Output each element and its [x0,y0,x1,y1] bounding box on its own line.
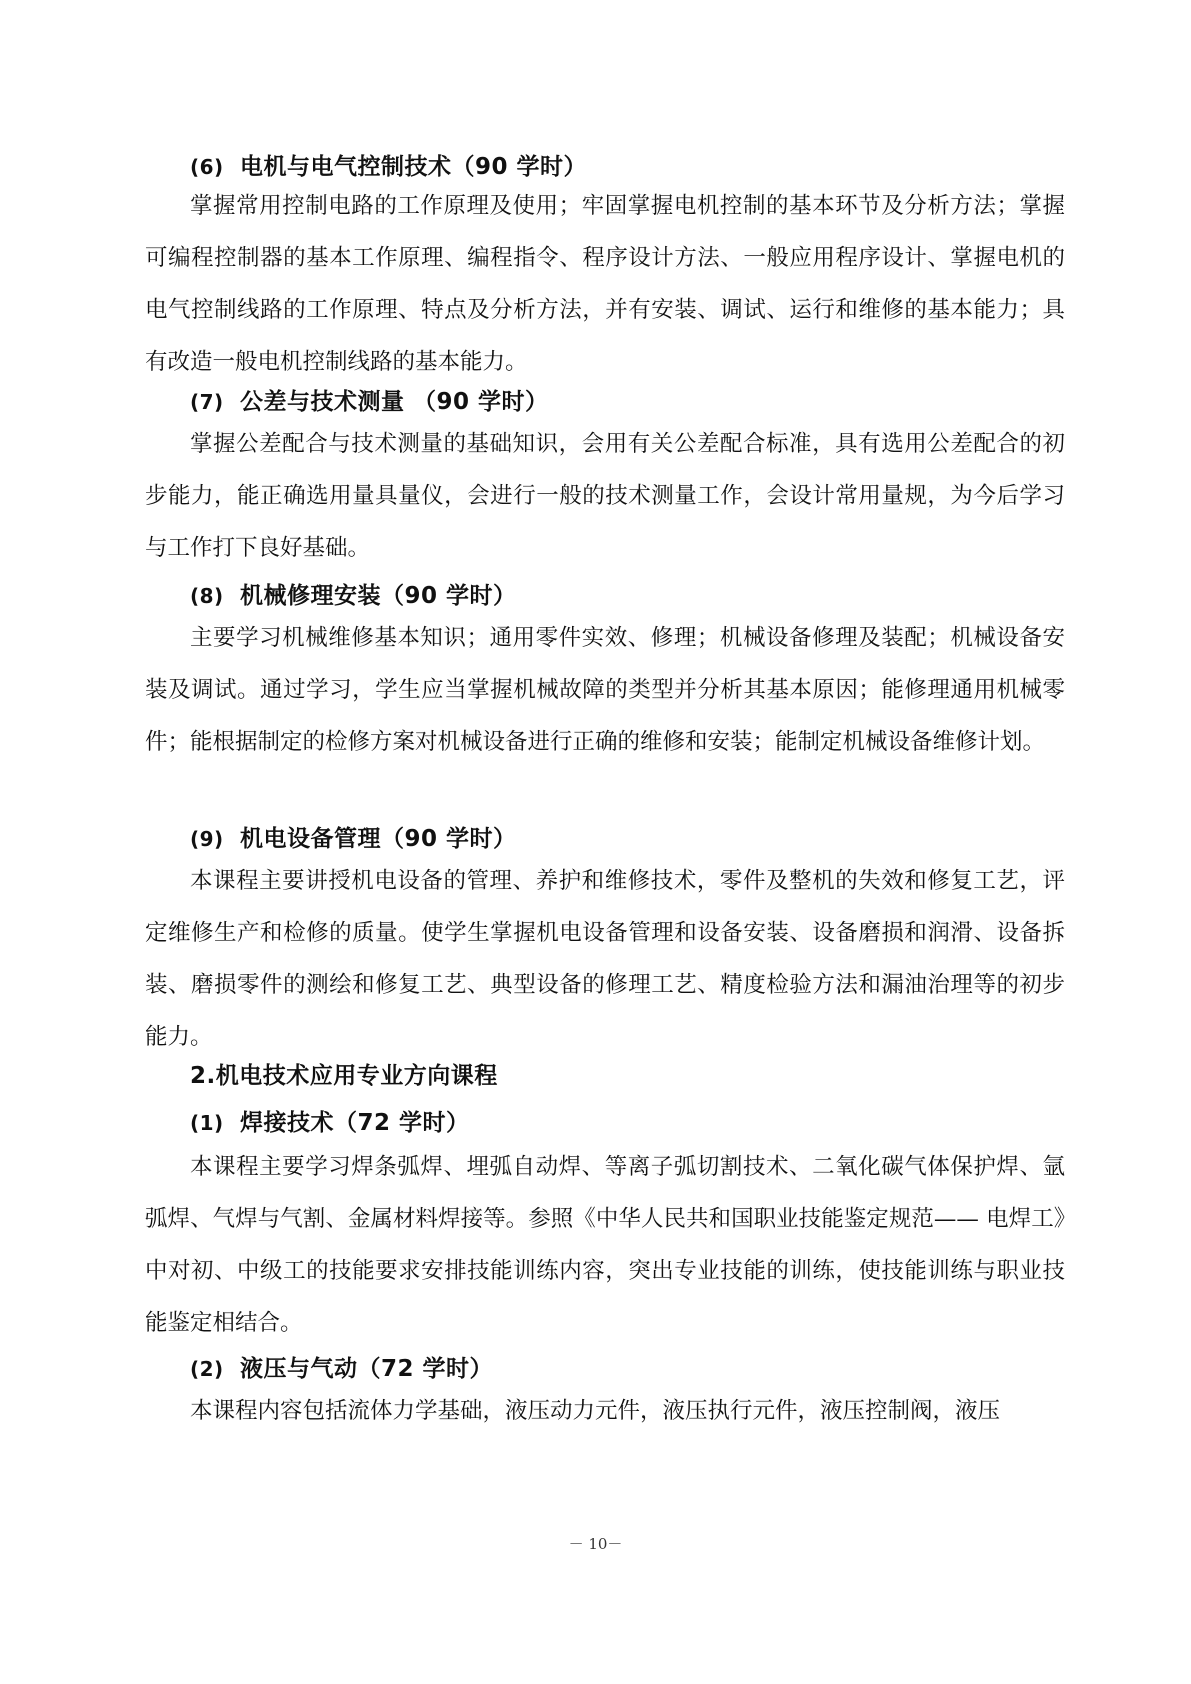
course-title: 公差与技术测量 （90 学时） [240,389,549,415]
course-heading-2-1 [190,1104,470,1137]
course-number: (1) [190,1111,224,1135]
section-title: 2.机电技术应用专业方向课程 [190,1063,498,1089]
course-heading-7 [190,383,549,416]
course-heading-8 [190,577,517,610]
course-description-9: 本课程主要讲授机电设备的管理、养护和维修技术，零件及整机的失效和修复工艺，评定维修生产和检修的质量。使学生掌握机电设备管理和设备安装、设备磨损和润滑、设备拆装、磨损零件的测绘和修复工艺、典型设备的修理工艺、精度检验方法和漏油治理等的初步能力。 [145,868,1065,1050]
course-heading-6 [190,148,587,181]
course-number: (9) [190,827,224,851]
course-description-6: 掌握常用控制电路的工作原理及使用；牢固掌握电机控制的基本环节及分析方法；掌握可编程控制器的基本工作原理、编程指令、程序设计方法、一般应用程序设计、掌握电机的电气控制线路的工作原理、特点及分析方法，并有安装、调试、运行和维修的基本能力；具有改造一般电机控制线路的基本能力。 [145,193,1065,375]
course-title: 电机与电气控制技术（90 学时） [240,154,588,180]
course-number: (6) [190,155,224,179]
course-heading-9 [190,820,517,853]
course-number: (7) [190,390,224,414]
course-description-2-1: 本课程主要学习焊条弧焊、埋弧自动焊、等离子弧切割技术、二氧化碳气体保护焊、氩弧焊、气焊与气割、金属材料焊接等。参照《中华人民共和国职业技能鉴定规范—— 电焊工》中对初、中级工的技能要求安排技能训练内容，突出专业技能的训练，使技能训练与职业技能鉴定相结合。 [145,1154,1065,1336]
course-heading-2-2 [190,1350,493,1383]
course-description-7: 掌握公差配合与技术测量的基础知识，会用有关公差配合标准，具有选用公差配合的初步能力，能正确选用量具量仪，会进行一般的技术测量工作，会设计常用量规，为今后学习与工作打下良好基础。 [145,431,1065,561]
course-number: (8) [190,584,224,608]
course-description-2-2: 本课程内容包括流体力学基础，液压动力元件，液压执行元件，液压控制阀，液压 [190,1398,1001,1424]
page-number: － 10－ [568,1535,623,1553]
course-number: (2) [190,1357,224,1381]
course-title: 机械修理安装（90 学时） [240,583,517,609]
course-title: 液压与气动（72 学时） [240,1356,494,1382]
course-description-8: 主要学习机械维修基本知识；通用零件实效、修理；机械设备修理及装配；机械设备安装及调试。通过学习，学生应当掌握机械故障的类型并分析其基本原因；能修理通用机械零件；能根据制定的检修方案对机械设备进行正确的维修和安装；能制定机械设备维修计划。 [145,625,1065,755]
course-title: 机电设备管理（90 学时） [240,826,517,852]
course-title: 焊接技术（72 学时） [240,1110,470,1136]
